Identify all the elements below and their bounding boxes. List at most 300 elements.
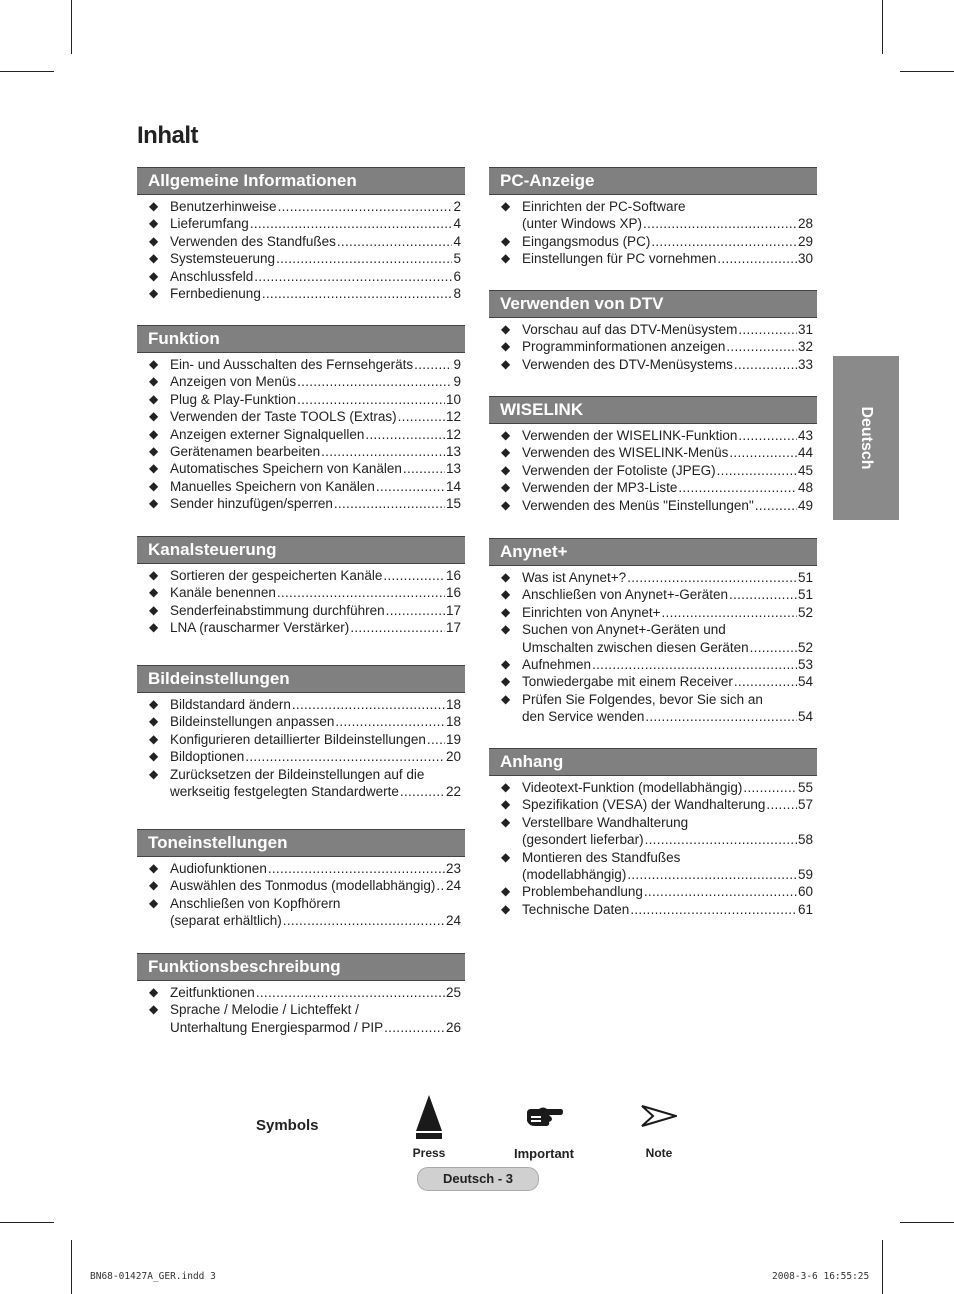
entry-text: Konfigurieren detaillierter Bildeinstellungen xyxy=(170,731,426,747)
toc-entry[interactable] xyxy=(489,673,817,690)
dot-leader xyxy=(766,796,797,813)
diamond-bullet-icon: ◆ xyxy=(501,622,511,637)
entry-page-number: 17 xyxy=(445,620,461,636)
entry-line xyxy=(522,604,813,621)
entry-page-number: 22 xyxy=(445,784,461,800)
diamond-bullet-icon: ◆ xyxy=(149,391,159,406)
toc-entry[interactable] xyxy=(137,731,465,748)
entry-line xyxy=(170,748,461,765)
entry-text: Kanäle benennen xyxy=(170,585,276,601)
section-heading: Verwenden von DTV xyxy=(489,290,817,318)
diamond-bullet-icon: ◆ xyxy=(149,478,159,493)
diamond-bullet-icon: ◆ xyxy=(149,251,159,266)
entry-page-number: 13 xyxy=(445,444,461,460)
entry-page-number: 18 xyxy=(445,697,461,712)
entry-text: Anschließen von Anynet+-Geräten xyxy=(522,587,729,603)
entry-line xyxy=(170,460,461,477)
toc-entry[interactable] xyxy=(137,215,465,232)
section-heading: Bildeinstellungen xyxy=(137,665,465,693)
entry-text: Sender hinzufügen/sperren xyxy=(170,496,333,512)
section-entries xyxy=(489,198,817,268)
toc-entry[interactable] xyxy=(137,408,465,425)
diamond-bullet-icon: ◆ xyxy=(501,462,511,477)
entry-text: LNA (rauscharmer Verstärker) xyxy=(170,620,350,636)
entry-page-number: 24 xyxy=(445,913,461,929)
crop-mark xyxy=(0,71,54,72)
dot-leader xyxy=(350,619,445,636)
entry-text: (unter Windows XP) xyxy=(522,216,643,232)
toc-entry[interactable] xyxy=(489,198,817,233)
diamond-bullet-icon: ◆ xyxy=(501,356,511,371)
dot-leader xyxy=(376,478,445,495)
dot-leader xyxy=(276,250,452,267)
entry-text: Anzeigen externer Signalquellen xyxy=(170,426,365,442)
entry-line xyxy=(170,860,461,877)
diamond-bullet-icon: ◆ xyxy=(501,849,511,864)
entry-line xyxy=(170,567,461,584)
entry-line xyxy=(170,233,461,250)
crop-mark xyxy=(0,1222,54,1223)
section-heading: Allgemeine Informationen xyxy=(137,167,465,195)
dot-leader xyxy=(335,713,445,730)
symbols-label: Symbols xyxy=(256,1117,319,1134)
dot-leader xyxy=(337,233,453,250)
entry-text: Problembehandlung xyxy=(522,884,643,900)
toc-entry[interactable] xyxy=(489,497,817,514)
entry-page-number: 16 xyxy=(445,568,461,583)
dot-leader xyxy=(436,877,445,894)
toc-entry[interactable] xyxy=(489,586,817,603)
crop-mark xyxy=(71,1240,72,1294)
toc-entry[interactable] xyxy=(489,604,817,621)
entry-page-number: 12 xyxy=(445,426,461,442)
entry-page-number: 20 xyxy=(445,749,461,765)
entry-page-number: 32 xyxy=(797,339,813,355)
toc-entry[interactable] xyxy=(489,849,817,884)
diamond-bullet-icon: ◆ xyxy=(149,766,159,781)
entry-text: Sortieren der gespeicherten Kanäle xyxy=(170,568,383,583)
dot-leader xyxy=(256,984,445,1001)
entry-text: Systemsteuerung xyxy=(170,251,276,267)
entry-text: Verwenden des Standfußes xyxy=(170,233,336,249)
entry-line xyxy=(522,796,813,813)
entry-text: Zurücksetzen der Bildeinstellungen auf die xyxy=(170,766,425,782)
entry-text: Prüfen Sie Folgendes, bevor Sie sich an xyxy=(522,691,763,707)
toc-section xyxy=(137,665,465,800)
entry-line xyxy=(170,285,461,302)
entry-text: werkseitig festgelegten Standardwerte xyxy=(170,784,399,800)
diamond-bullet-icon: ◆ xyxy=(149,731,159,746)
entry-line xyxy=(522,427,813,444)
dot-leader xyxy=(734,356,797,373)
entry-text: Anschlussfeld xyxy=(170,268,254,284)
toc-section xyxy=(137,325,465,513)
entry-page-number: 13 xyxy=(445,461,461,477)
entry-line xyxy=(522,831,813,848)
toc-entry[interactable] xyxy=(137,1001,465,1036)
entry-page-number: 44 xyxy=(797,445,813,461)
entry-page-number: 5 xyxy=(453,251,461,267)
diamond-bullet-icon: ◆ xyxy=(149,861,159,875)
entry-line xyxy=(170,268,461,285)
toc-entry[interactable] xyxy=(137,356,465,373)
toc-entry[interactable] xyxy=(137,895,465,930)
diamond-bullet-icon: ◆ xyxy=(149,1002,159,1017)
entry-text: Was ist Anynet+? xyxy=(522,570,627,585)
entry-line xyxy=(522,691,813,708)
dot-leader xyxy=(403,460,445,477)
entry-page-number: 57 xyxy=(797,797,813,813)
entry-line xyxy=(170,1019,461,1036)
dot-leader xyxy=(334,495,445,512)
entry-page-number: 54 xyxy=(797,674,813,690)
entry-text: (separat erhältlich) xyxy=(170,913,282,929)
diamond-bullet-icon: ◆ xyxy=(501,251,511,266)
entry-page-number: 17 xyxy=(445,602,461,618)
section-heading: Anhang xyxy=(489,748,817,776)
dot-leader xyxy=(750,639,797,656)
dot-leader xyxy=(292,696,445,713)
entry-line xyxy=(170,495,461,512)
entry-line xyxy=(522,233,813,250)
toc-entry[interactable] xyxy=(489,233,817,250)
entry-text: Videotext-Funktion (modellabhängig) xyxy=(522,780,743,795)
entry-line xyxy=(170,356,461,373)
entry-text: den Service wenden xyxy=(522,709,645,725)
toc-entry[interactable] xyxy=(489,883,817,900)
dot-leader xyxy=(427,731,445,748)
important-hand-icon xyxy=(525,1104,563,1128)
note-caption: Note xyxy=(645,1146,673,1160)
dot-leader xyxy=(729,444,797,461)
entry-text: Spezifikation (VESA) der Wandhalterung xyxy=(522,797,766,813)
toc-entry[interactable] xyxy=(489,479,817,496)
dot-leader xyxy=(398,408,445,425)
diamond-bullet-icon: ◆ xyxy=(501,604,511,619)
entry-text: Manuelles Speichern von Kanälen xyxy=(170,478,375,494)
entry-page-number: 19 xyxy=(445,731,461,747)
toc-entry[interactable] xyxy=(489,779,817,796)
entry-text: Ein- und Ausschalten des Fernsehgeräts xyxy=(170,357,414,372)
entry-line xyxy=(522,198,813,215)
diamond-bullet-icon: ◆ xyxy=(501,233,511,248)
entry-text: Verwenden des Menüs "Einstellungen" xyxy=(522,497,754,513)
toc-entry[interactable] xyxy=(137,713,465,730)
diamond-bullet-icon: ◆ xyxy=(501,199,511,213)
entry-page-number: 31 xyxy=(797,322,813,337)
dot-leader xyxy=(738,321,797,338)
crop-mark xyxy=(71,0,72,54)
section-entries xyxy=(489,569,817,726)
entry-page-number: 4 xyxy=(453,216,461,232)
dot-leader xyxy=(627,866,797,883)
toc-entry[interactable] xyxy=(137,602,465,619)
entry-line xyxy=(522,814,813,831)
entry-line xyxy=(522,866,813,883)
diamond-bullet-icon: ◆ xyxy=(149,461,159,476)
toc-entry[interactable] xyxy=(137,696,465,713)
section-entries xyxy=(137,860,465,930)
language-side-tab xyxy=(833,356,899,520)
entry-page-number: 25 xyxy=(445,985,461,1000)
entry-text: Verwenden der MP3-Liste xyxy=(522,480,678,496)
diamond-bullet-icon: ◆ xyxy=(149,878,159,893)
section-entries xyxy=(137,696,465,800)
entry-page-number: 43 xyxy=(797,428,813,443)
toc-entry[interactable] xyxy=(137,860,465,877)
entry-text: Sprache / Melodie / Lichteffekt / xyxy=(170,1002,359,1018)
dot-leader xyxy=(717,250,797,267)
entry-line xyxy=(522,639,813,656)
entry-page-number: 49 xyxy=(797,497,813,513)
dot-leader xyxy=(643,215,797,232)
diamond-bullet-icon: ◆ xyxy=(149,895,159,910)
entry-line xyxy=(170,984,461,1001)
entry-line xyxy=(170,478,461,495)
entry-text: Audiofunktionen xyxy=(170,861,267,876)
dot-leader xyxy=(627,569,797,586)
section-entries xyxy=(137,567,465,637)
entry-line xyxy=(170,766,461,783)
footer-file-info: BN68-01427A_GER.indd 3 xyxy=(90,1271,216,1282)
entry-line xyxy=(522,338,813,355)
entry-line xyxy=(170,443,461,460)
dot-leader xyxy=(644,883,797,900)
entry-line xyxy=(170,391,461,408)
toc-entry[interactable] xyxy=(489,462,817,479)
toc-entry[interactable] xyxy=(489,250,817,267)
dot-leader xyxy=(755,497,797,514)
toc-entry[interactable] xyxy=(137,268,465,285)
entry-page-number: 6 xyxy=(453,268,461,284)
toc-entry[interactable] xyxy=(489,901,817,918)
side-tab-label: Deutsch xyxy=(858,406,875,470)
section-heading: Funktionsbeschreibung xyxy=(137,953,465,981)
diamond-bullet-icon: ◆ xyxy=(149,233,159,248)
toc-entry[interactable] xyxy=(489,338,817,355)
diamond-bullet-icon: ◆ xyxy=(501,497,511,512)
dot-leader xyxy=(592,656,797,673)
entry-line xyxy=(522,673,813,690)
crop-mark xyxy=(900,1222,954,1223)
entry-text: Verwenden des DTV-Menüsystems xyxy=(522,356,733,372)
toc-entry[interactable] xyxy=(137,460,465,477)
note-arrow-icon xyxy=(641,1105,677,1127)
toc-entry[interactable] xyxy=(489,569,817,586)
entry-page-number: 12 xyxy=(445,409,461,425)
diamond-bullet-icon: ◆ xyxy=(149,357,159,371)
dot-leader xyxy=(250,215,453,232)
toc-entry[interactable] xyxy=(137,391,465,408)
diamond-bullet-icon: ◆ xyxy=(501,339,511,354)
entry-line xyxy=(522,250,813,267)
toc-entry[interactable] xyxy=(489,356,817,373)
entry-page-number: 33 xyxy=(797,356,813,372)
toc-entry[interactable] xyxy=(137,877,465,894)
dot-leader xyxy=(262,285,453,302)
entry-text: Einstellungen für PC vornehmen xyxy=(522,251,717,267)
diamond-bullet-icon: ◆ xyxy=(149,714,159,729)
crop-mark xyxy=(900,71,954,72)
entry-text: Montieren des Standfußes xyxy=(522,849,681,865)
diamond-bullet-icon: ◆ xyxy=(149,496,159,511)
toc-section xyxy=(137,829,465,930)
toc-entry[interactable] xyxy=(137,619,465,636)
diamond-bullet-icon: ◆ xyxy=(501,780,511,794)
press-icon xyxy=(414,1093,444,1141)
entry-text: Zeitfunktionen xyxy=(170,985,255,1000)
diamond-bullet-icon: ◆ xyxy=(149,749,159,764)
entry-line xyxy=(522,708,813,725)
entry-line xyxy=(170,696,461,713)
entry-text: Verwenden des WISELINK-Menüs xyxy=(522,445,729,461)
toc-entry[interactable] xyxy=(489,796,817,813)
entry-line xyxy=(170,912,461,929)
dot-leader xyxy=(743,779,797,796)
diamond-bullet-icon: ◆ xyxy=(149,216,159,231)
dot-leader xyxy=(321,443,445,460)
entry-text: Unterhaltung Energiesparmod / PIP xyxy=(170,1019,384,1035)
entry-line xyxy=(170,426,461,443)
toc-entry[interactable] xyxy=(137,567,465,584)
diamond-bullet-icon: ◆ xyxy=(149,199,159,213)
entry-line xyxy=(522,901,813,918)
diamond-bullet-icon: ◆ xyxy=(149,585,159,600)
entry-line xyxy=(170,250,461,267)
entry-page-number: 60 xyxy=(797,884,813,900)
entry-line xyxy=(170,373,461,390)
entry-line xyxy=(522,462,813,479)
diamond-bullet-icon: ◆ xyxy=(501,674,511,689)
section-heading: WISELINK xyxy=(489,396,817,424)
entry-page-number: 15 xyxy=(445,496,461,512)
entry-line xyxy=(522,321,813,338)
entry-line xyxy=(522,479,813,496)
diamond-bullet-icon: ◆ xyxy=(149,620,159,635)
entry-text: Verwenden der Fotoliste (JPEG) xyxy=(522,462,716,478)
entry-text: Benutzerhinweise xyxy=(170,199,277,214)
entry-line xyxy=(522,586,813,603)
toc-entry[interactable] xyxy=(489,656,817,673)
entry-text: Verwenden der WISELINK-Funktion xyxy=(522,428,738,443)
dot-leader xyxy=(661,604,797,621)
dot-leader xyxy=(645,831,797,848)
dot-leader xyxy=(386,602,445,619)
entry-text: Senderfeinabstimmung durchführen xyxy=(170,602,385,618)
entry-text: Bildeinstellungen anpassen xyxy=(170,714,335,730)
entry-page-number: 8 xyxy=(453,286,461,302)
toc-entry[interactable] xyxy=(137,198,465,215)
toc-entry[interactable] xyxy=(489,444,817,461)
dot-leader xyxy=(734,673,797,690)
entry-page-number: 14 xyxy=(445,478,461,494)
entry-page-number: 58 xyxy=(797,832,813,848)
section-entries xyxy=(489,779,817,918)
entry-line xyxy=(170,215,461,232)
entry-page-number: 61 xyxy=(797,901,813,917)
entry-line xyxy=(170,731,461,748)
diamond-bullet-icon: ◆ xyxy=(501,428,511,442)
section-heading: Kanalsteuerung xyxy=(137,536,465,564)
dot-leader xyxy=(268,860,445,877)
page-title: Inhalt xyxy=(137,122,198,149)
entry-line xyxy=(170,408,461,425)
toc-entry[interactable] xyxy=(489,621,817,656)
diamond-bullet-icon: ◆ xyxy=(149,568,159,582)
toc-section xyxy=(489,167,817,268)
diamond-bullet-icon: ◆ xyxy=(501,814,511,829)
section-entries xyxy=(137,356,465,513)
diamond-bullet-icon: ◆ xyxy=(149,409,159,424)
toc-entry[interactable] xyxy=(489,691,817,726)
entry-page-number: 55 xyxy=(797,780,813,795)
toc-entry[interactable] xyxy=(137,584,465,601)
toc-entry[interactable] xyxy=(137,233,465,250)
entry-page-number: 18 xyxy=(445,714,461,730)
toc-entry[interactable] xyxy=(137,495,465,512)
entry-page-number: 9 xyxy=(453,374,461,390)
dot-leader xyxy=(383,567,445,584)
toc-entry[interactable] xyxy=(137,250,465,267)
toc-entry[interactable] xyxy=(137,766,465,801)
section-entries xyxy=(489,427,817,514)
dot-leader xyxy=(630,901,797,918)
entry-line xyxy=(522,656,813,673)
entry-page-number: 59 xyxy=(797,867,813,883)
entry-line xyxy=(170,584,461,601)
diamond-bullet-icon: ◆ xyxy=(501,480,511,495)
entry-line xyxy=(170,895,461,912)
toc-entry[interactable] xyxy=(489,427,817,444)
entry-page-number: 23 xyxy=(445,861,461,876)
toc-section xyxy=(137,953,465,1036)
toc-entry[interactable] xyxy=(137,373,465,390)
toc-entry[interactable] xyxy=(137,443,465,460)
entry-text: Anzeigen von Menüs xyxy=(170,374,297,390)
entry-text: Verstellbare Wandhalterung xyxy=(522,814,689,830)
dot-leader xyxy=(738,427,797,444)
entry-page-number: 28 xyxy=(797,216,813,232)
press-caption: Press xyxy=(412,1146,446,1160)
diamond-bullet-icon: ◆ xyxy=(501,901,511,916)
toc-section xyxy=(137,167,465,302)
entry-text: Suchen von Anynet+-Geräten und xyxy=(522,622,726,638)
entry-page-number: 16 xyxy=(445,585,461,601)
toc-entry[interactable] xyxy=(489,814,817,849)
section-heading: Toneinstellungen xyxy=(137,829,465,857)
section-heading: Anynet+ xyxy=(489,538,817,566)
entry-text: Anschließen von Kopfhörern xyxy=(170,895,341,911)
toc-entry[interactable] xyxy=(137,478,465,495)
toc-entry[interactable] xyxy=(489,321,817,338)
footer-date-info: 2008-3-6 16:55:25 xyxy=(772,1271,870,1282)
dot-leader xyxy=(278,198,453,215)
entry-line xyxy=(522,621,813,638)
entry-line xyxy=(522,215,813,232)
diamond-bullet-icon: ◆ xyxy=(149,985,159,999)
entry-text: Einrichten der PC-Software xyxy=(522,199,686,214)
toc-entry[interactable] xyxy=(137,285,465,302)
diamond-bullet-icon: ◆ xyxy=(501,691,511,706)
entry-line xyxy=(170,877,461,894)
diamond-bullet-icon: ◆ xyxy=(501,587,511,602)
toc-entry[interactable] xyxy=(137,984,465,1001)
toc-entry[interactable] xyxy=(137,748,465,765)
toc-entry[interactable] xyxy=(137,426,465,443)
diamond-bullet-icon: ◆ xyxy=(501,322,511,336)
dot-leader xyxy=(400,783,445,800)
toc-section xyxy=(489,748,817,918)
